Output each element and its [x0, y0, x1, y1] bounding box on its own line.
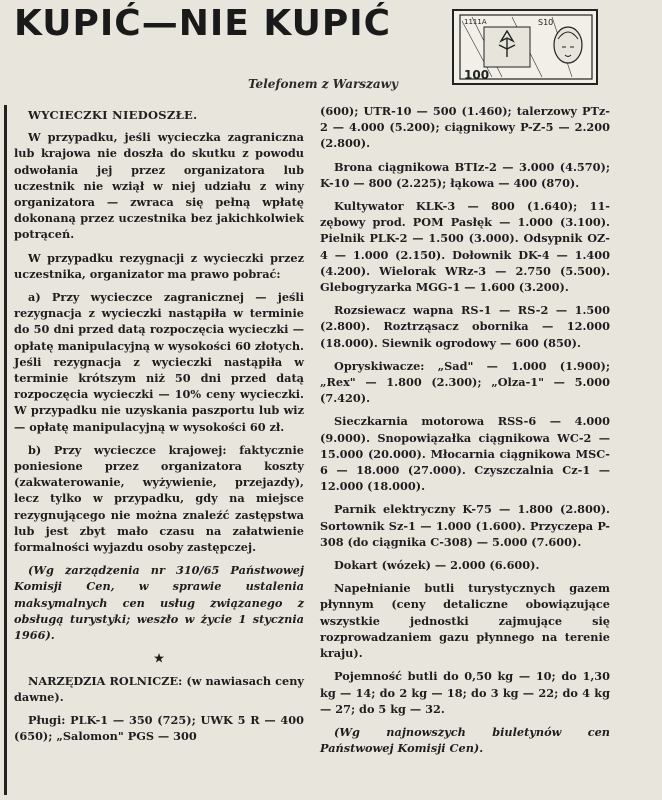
byline: Telefonem z Warszawy	[248, 77, 398, 91]
paragraph: a) Przy wycieczce zagranicznej — jeśli rezygnacja z wycieczki nastąpiła w terminie do 50 dni przed datą rozpoczęcia wycieczki — opłatę manipulacyjną w wysokości 60 złotych. Jeśli rezygnacja z wycieczki nastąpiła w terminie krótszym niż 50 dni przed datą rozpoczęcia wycieczki — 10% ceny wycieczki. W przypadku nie uzyskania paszportu lub wiz — opłatę manipulacyjną w wysokości 60 zł.	[14, 290, 304, 434]
paragraph: Parnik elektryczny K-75 — 1.800 (2.800). Sortownik Sz-1 — 1.000 (1.600). Przyczepa P-308 (do ciągnika C-308) — 5.000 (7.600).	[320, 502, 610, 549]
paragraph: Brona ciągnikowa BTIz-2 — 3.000 (4.570); K-10 — 800 (2.225); łąkowa — 400 (870).	[320, 159, 610, 190]
paragraph: Sieczkarnia motorowa RSS-6 — 4.000 (9.000). Snopowiązałka ciągnikowa WC-2 — 15.000 (20.000). Młocarnia ciągnikowa MSC-6 — 18.000 (27.000). Czyszczalnia Cz-1 — 12.000 (18.000).	[320, 414, 610, 494]
banknote-serial: 1111A	[464, 18, 487, 26]
paragraph: b) Przy wycieczce krajowej: faktycznie poniesione przez organizatora koszty (zakwaterowanie, wyżywienie, przejazdy), lecz tylko w przypadku, gdy na miejsce rezygnującego nie można znaleźć zastępstwa lub jest zbyt mało czasu na załatwienie formalności wyjazdu osoby zastępczej.	[14, 442, 304, 555]
left-column	[14, 103, 304, 751]
banknote-bottom-value: 100	[464, 68, 490, 82]
source-note: (Wg zarządzenia nr 310/65 Państwowej Komisji Cen, w sprawie ustalenia maksymalnych cen usług związanego z obsługą turystyki; weszło w życie 1 stycznia 1966).	[14, 563, 304, 643]
paragraph: Pługi: PLK-1 — 350 (725); UWK 5 R — 400 (650); „Salomon" PGS — 300	[14, 712, 304, 744]
section-heading-tools: NARZĘDZIA ROLNICZE:	[28, 673, 183, 688]
paragraph: Pojemność butli do 0,50 kg — 10; do 1,30 kg — 14; do 2 kg — 18; do 3 kg — 22; do 4 kg — 27; do 5 kg — 32.	[320, 669, 610, 716]
paragraph: W przypadku, jeśli wycieczka zagraniczna lub krajowa nie doszła do skutku z powodu odwołania jej przez organizatora lub uczestnik nie wziął w niej udziału z winy organizatora — zwraca się pełną wpłatę dokonaną przez uczestnika bez jakichkolwiek potrąceń.	[14, 130, 304, 242]
gas-lead: Napełnianie	[334, 581, 411, 596]
paragraph: Opryskiwacze: „Sad" — 1.000 (1.900); „Rex" — 1.800 (2.300); „Olza-1" — 5.000 (7.420).	[320, 358, 610, 406]
banknote-illustration	[452, 9, 598, 85]
paragraph: Rozsiewacz wapna RS-1 — RS-2 — 1.500 (2.800). Roztrząsacz obornika — 12.000 (18.000). Siewnik ogrodowy — 600 (850).	[320, 303, 610, 350]
article-title: KUPIĆ—NIE KUPIĆ	[14, 3, 392, 44]
article-header	[0, 0, 662, 100]
section-note: (w nawiasach ceny dawne).	[14, 673, 304, 704]
right-column	[320, 103, 610, 763]
gas-text: butli turystycznych gazem płynnym (ceny detaliczne obowiązujące wszystkie jednostki zajmujące się rozprowadzaniem gazu płynnego na terenie kraju).	[320, 581, 610, 661]
banknote-top-value: S10	[538, 18, 554, 27]
star-separator-icon: ★	[153, 651, 165, 666]
left-margin-rule	[4, 105, 7, 795]
paragraph: W przypadku rezygnacji z wycieczki przez uczestnika, organizator ma prawo pobrać:	[14, 250, 304, 281]
paragraph: Dokart (wózek) — 2.000 (6.600).	[334, 558, 540, 573]
source-note: (Wg najnowszych biuletynów cen Państwowej Komisji Cen).	[320, 724, 610, 756]
paragraph	[320, 580, 610, 661]
paragraph: (600); UTR-10 — 500 (1.460); talerzowy PTz-2 — 4.000 (5.200); ciągnikowy P-Z-5 — 2.200 (2.800).	[320, 104, 610, 151]
paragraph: Kultywator KLK-3 — 800 (1.640); 11-zębowy prod. POM Pasłęk — 1.000 (3.100). Pielnik PLK-2 — 1.500 (3.000). Odsypnik OZ-4 — 1.000 (2.150). Dołownik DK-4 — 1.400 (4.200). Wielorak WRz-3 — 2.750 (5.500). Glebogryzarka MGG-1 — 1.600 (3.200).	[320, 199, 610, 295]
section-heading-tools-line	[14, 673, 304, 705]
section-heading-trips: WYCIECZKI NIEDOSZŁE.	[28, 108, 198, 122]
